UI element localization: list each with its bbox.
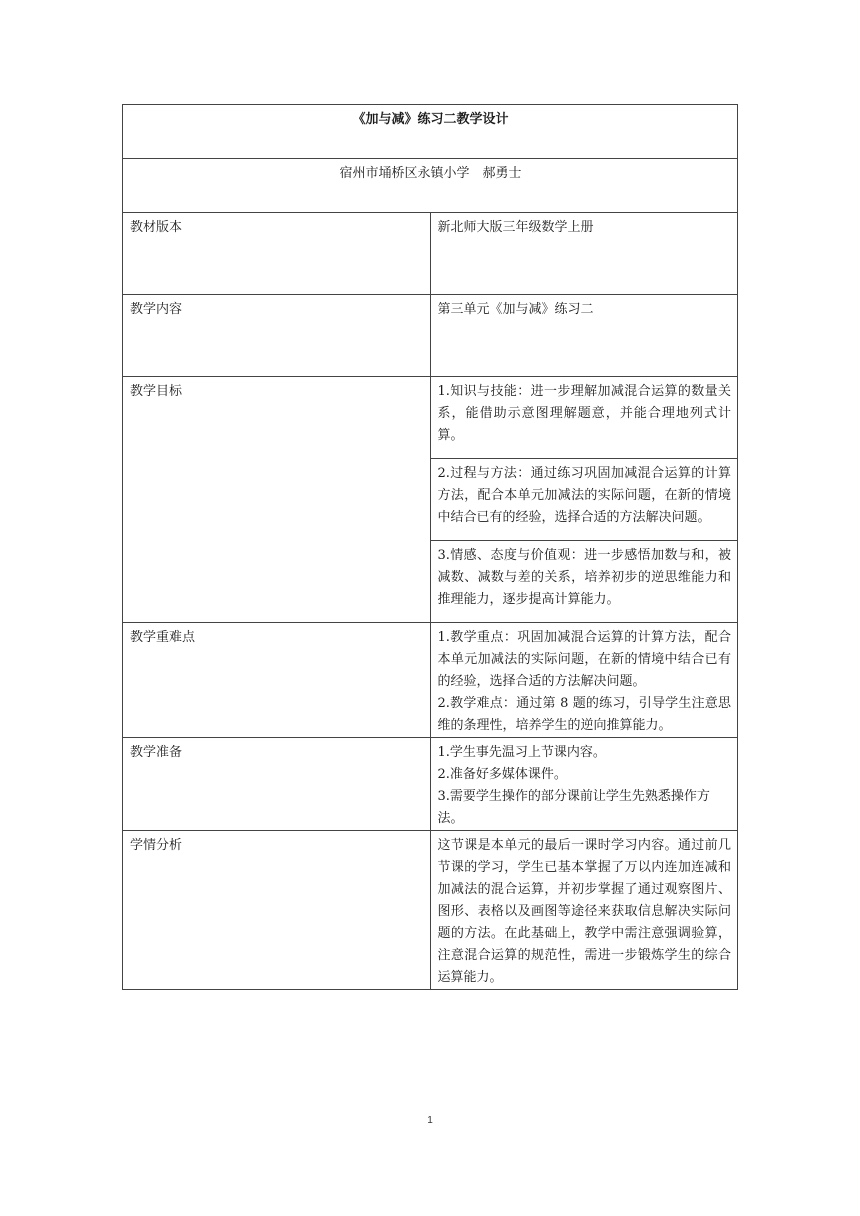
edition-label: 教材版本 [123, 213, 431, 295]
analysis-row [123, 831, 738, 990]
preparation-item: 3.需要学生操作的部分课前让学生先熟悉操作方法。 [437, 789, 710, 826]
preparation-item: 1.学生事先温习上节课内容。 [437, 745, 606, 760]
school-row [123, 159, 738, 213]
preparation-value [430, 738, 738, 831]
content-row [123, 295, 738, 377]
keypoints-label: 教学重难点 [123, 623, 431, 738]
school-author: 宿州市埇桥区永镇小学 郝勇士 [123, 159, 738, 213]
keypoints-row [123, 623, 738, 738]
title-row [123, 105, 738, 159]
goal-item: 2.过程与方法：通过练习巩固加减混合运算的计算方法，配合本单元加减法的实际问题，在新的情境中结合已有的经验，选择合适的方法解决问题。 [430, 459, 738, 541]
lesson-plan-table [122, 104, 738, 990]
edition-value: 新北师大版三年级数学上册 [430, 213, 738, 295]
goal-item: 3.情感、态度与价值观：进一步感悟加数与和，被减数、减数与差的关系，培养初步的逆思维能力和推理能力，逐步提高计算能力。 [430, 541, 738, 623]
analysis-label: 学情分析 [123, 831, 431, 990]
document-title: 《加与减》练习二教学设计 [123, 105, 738, 159]
analysis-value: 这节课是本单元的最后一课时学习内容。通过前几节课的学习，学生已基本掌握了万以内连加连减和加减法的混合运算，并初步掌握了通过观察图片、图形、表格以及画图等途径来获取信息解决实际问题的方法。在此基础上，教学中需注意强调验算，注意混合运算的规范性，需进一步锻炼学生的综合运算能力。 [430, 831, 738, 990]
goal-item: 1.知识与技能：进一步理解加减混合运算的数量关系，能借助示意图理解题意，并能合理地列式计算。 [430, 377, 738, 459]
content-value: 第三单元《加与减》练习二 [430, 295, 738, 377]
keypoint-item: 1.教学重点：巩固加减混合运算的计算方法，配合本单元加减法的实际问题，在新的情境中结合已有的经验，选择合适的方法解决问题。 [437, 630, 731, 689]
preparation-row [123, 738, 738, 831]
keypoints-value [430, 623, 738, 738]
preparation-label: 教学准备 [123, 738, 431, 831]
preparation-item: 2.准备好多媒体课件。 [437, 767, 567, 782]
keypoint-item: 2.教学难点：通过第 8 题的练习，引导学生注意思维的条理性，培养学生的逆向推算能力。 [437, 696, 731, 733]
goals-row-1 [123, 377, 738, 459]
goals-label: 教学目标 [123, 377, 431, 623]
page-number: 1 [427, 1115, 433, 1126]
content-label: 教学内容 [123, 295, 431, 377]
edition-row [123, 213, 738, 295]
